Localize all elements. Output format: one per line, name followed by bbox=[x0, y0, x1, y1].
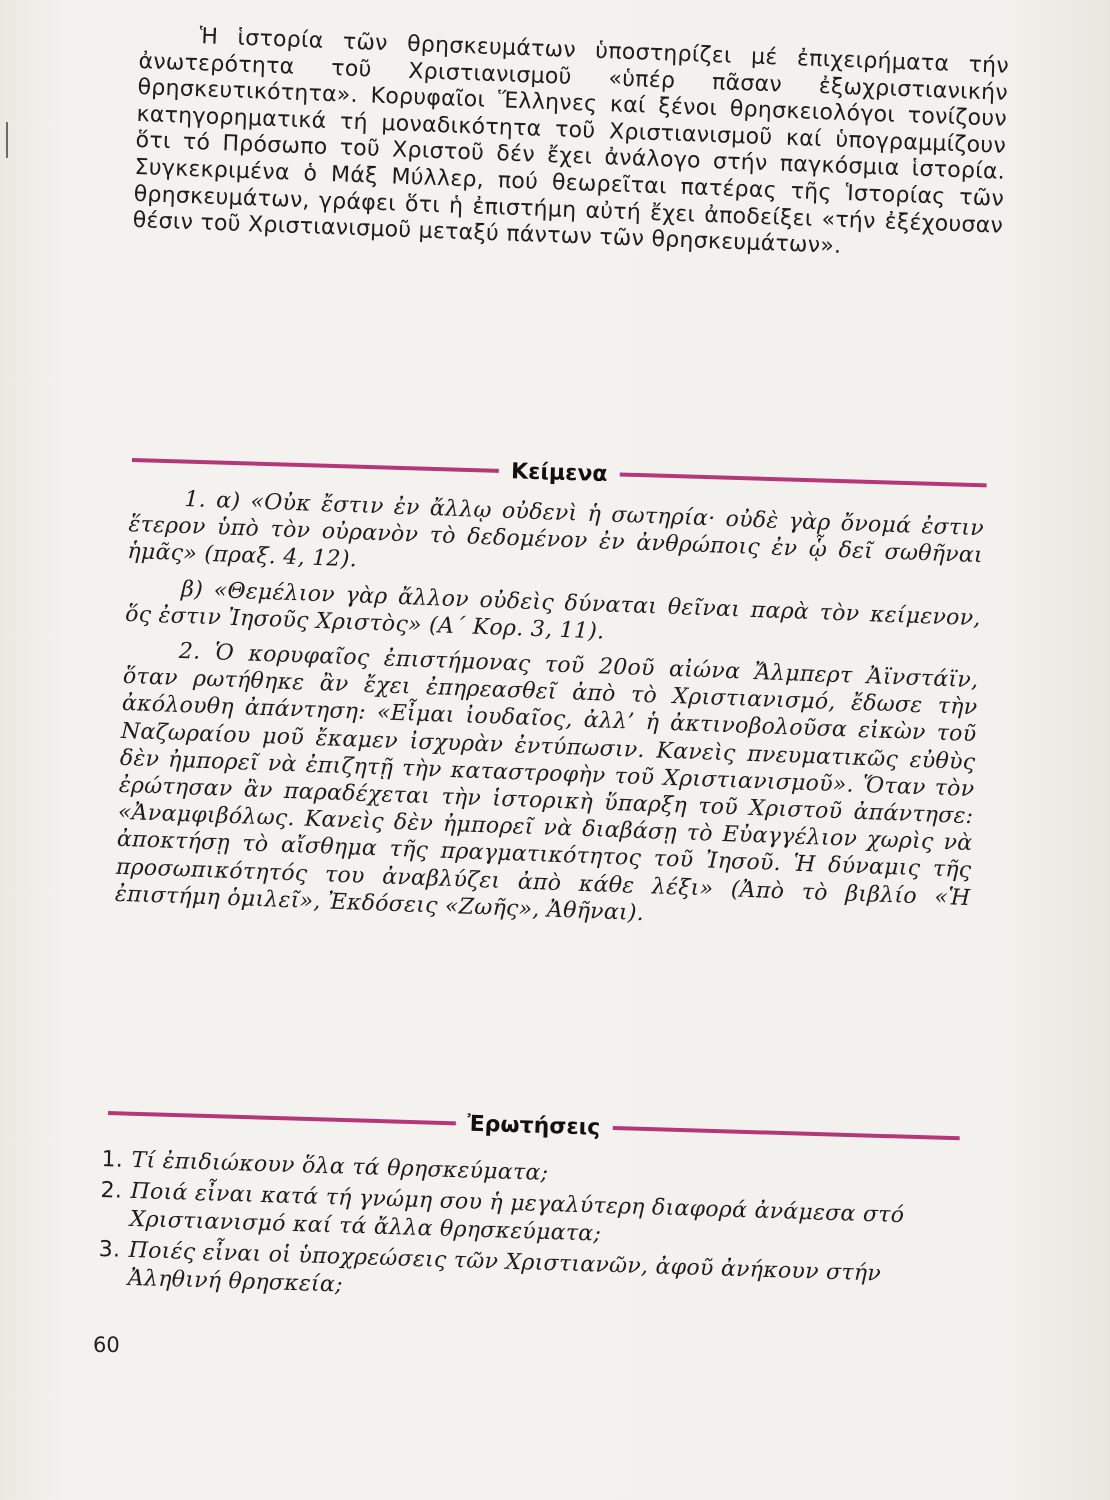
heading-rule-left bbox=[132, 458, 499, 473]
text-item-2: 2. Ὁ κορυφαῖος ἐπιστήμονας τοῦ 20οῦ αἰώνα Ἄλμπερτ Ἀϊνστάϊν, ὅταν ρωτήθηκε ἂν ἔχει ἐπηρεασθεῖ ἀπὸ τὸ Χριστιανισμό, ἔδωσε τὴν ἀκόλουθη ἀπάντηση: «Εἶμαι ἰουδαῖος, ἀλλ’ ἡ ἀκτινοβολοῦσα εἰκὼν τοῦ Ναζωραίου μοῦ ἔκαμεν ἰσχυρὰν ἐντύπωσιν. Κανεὶς πνευματικῶς εὐθὺς δὲν ἠμπορεῖ νὰ ἐπιζητῇ τὴν καταστροφὴν τοῦ Χριστιανισμοῦ». Ὅταν τὸν ἐρώτησαν ἂν παραδέχεται τὴν ἱστορικὴ ὕπαρξη τοῦ Χριστοῦ ἀπάντησε: «Ἀναμφιβόλως. Κανεὶς δὲν ἠμπορεῖ νὰ διαβάσῃ τὸ Εὐαγγέλιον χωρὶς νὰ ἀποκτήσῃ τὸ αἴσθημα τῆς πραγματικότητος τοῦ Ἰησοῦ. Ἡ δύναμις τῆς προσωπικότητός του ἀναβλύζει ἀπὸ κάθε λέξι» (Ἀπὸ τὸ βιβλίο «Ἡ ἐπιστήμη ὁμιλεῖ», Ἐκδόσεις «Ζωῆς», Ἀθῆναι). bbox=[114, 638, 979, 926]
questions-list bbox=[97, 1146, 951, 1321]
questions-heading bbox=[107, 1093, 960, 1158]
text-item-1a: 1. α) «Οὐκ ἔστιν ἐν ἄλλῳ οὐδενὶ ἡ σωτηρία· οὐδὲ γὰρ ὄνομά ἐστιν ἕτερον ὑπὸ τὸν οὐρανὸν τὸ δεδομένον ἐν ἀνθρώποις ἐν ᾧ δεῖ σωθῆναι ἡμᾶς» (πραξ. 4, 12). bbox=[127, 487, 985, 573]
intro-paragraph: Ἡ ἱστορία τῶν θρησκευμάτων ὑποστηρίζει μέ ἐπιχειρήματα τήν ἀνωτερότητα τοῦ Χριστιανισμοῦ «ὑπέρ πᾶσαν ἐξωχριστιανικήν θρησκευτικότητα». Κορυφαῖοι Ἕλληνες καί ξένοι θρησκειολόγοι τονίζουν κατηγορηματικά τή μοναδικότητα τοῦ Χριστιανισμοῦ καί ὑπογραμμίζουν ὅτι τό Πρόσωπο τοῦ Χριστοῦ δέν ἔχει ἀνάλογο στήν παγκόσμια ἱστορία. Συγκεκριμένα ὁ Μάξ Μύλλερ, πού θεωρεῖται πατέρας τῆς Ἱστορίας τῶν θρησκευμάτων, γράφει ὅτι ἡ ἐπιστήμη αὐτή ἔχει ἀποδείξει «τήν ἐξέχουσαν θέσιν τοῦ Χριστιανισμοῦ μεταξύ πάντων τῶν θρησκευμάτων». bbox=[132, 24, 1010, 259]
question-text: Ποιά εἶναι κατά τή γνώμη σου ἡ μεγαλύτερη διαφορά ἀνάμεσα στό Χριστιανισμό καί τά ἄλλα θρησκεύματα; bbox=[129, 1178, 905, 1247]
question-number: 2. bbox=[100, 1177, 123, 1204]
question-number: 3. bbox=[98, 1236, 121, 1263]
binding-edge-mark bbox=[6, 122, 8, 158]
page-number: 60 bbox=[93, 1333, 120, 1357]
heading-rule-left bbox=[108, 1111, 455, 1125]
question-text: Τί ἐπιδιώκουν ὅλα τά θρησκεύματα; bbox=[131, 1147, 549, 1187]
question-text: Ποιές εἶναι οἱ ὑποχρεώσεις τῶν Χριστιανῶν, ἀφοῦ ἀνήκουν στήν Ἀληθινή θρησκεία; bbox=[127, 1237, 882, 1298]
heading-rule-right bbox=[612, 1126, 959, 1140]
texts-heading-title: Κείμενα bbox=[510, 458, 608, 487]
questions-heading-title: Ἐρωτήσεις bbox=[466, 1111, 601, 1141]
intro-section bbox=[132, 22, 1009, 266]
question-number: 1. bbox=[101, 1146, 124, 1173]
heading-rule-right bbox=[619, 472, 986, 487]
texts-section bbox=[114, 484, 984, 947]
text-item-1b: β) «Θεμέλιον γὰρ ἄλλον οὐδεὶς δύναται θεῖναι παρὰ τὸν κείμενον, ὅς ἐστιν Ἰησοῦς Χριστὸς» (Α΄ Κορ. 3, 11). bbox=[124, 576, 982, 645]
